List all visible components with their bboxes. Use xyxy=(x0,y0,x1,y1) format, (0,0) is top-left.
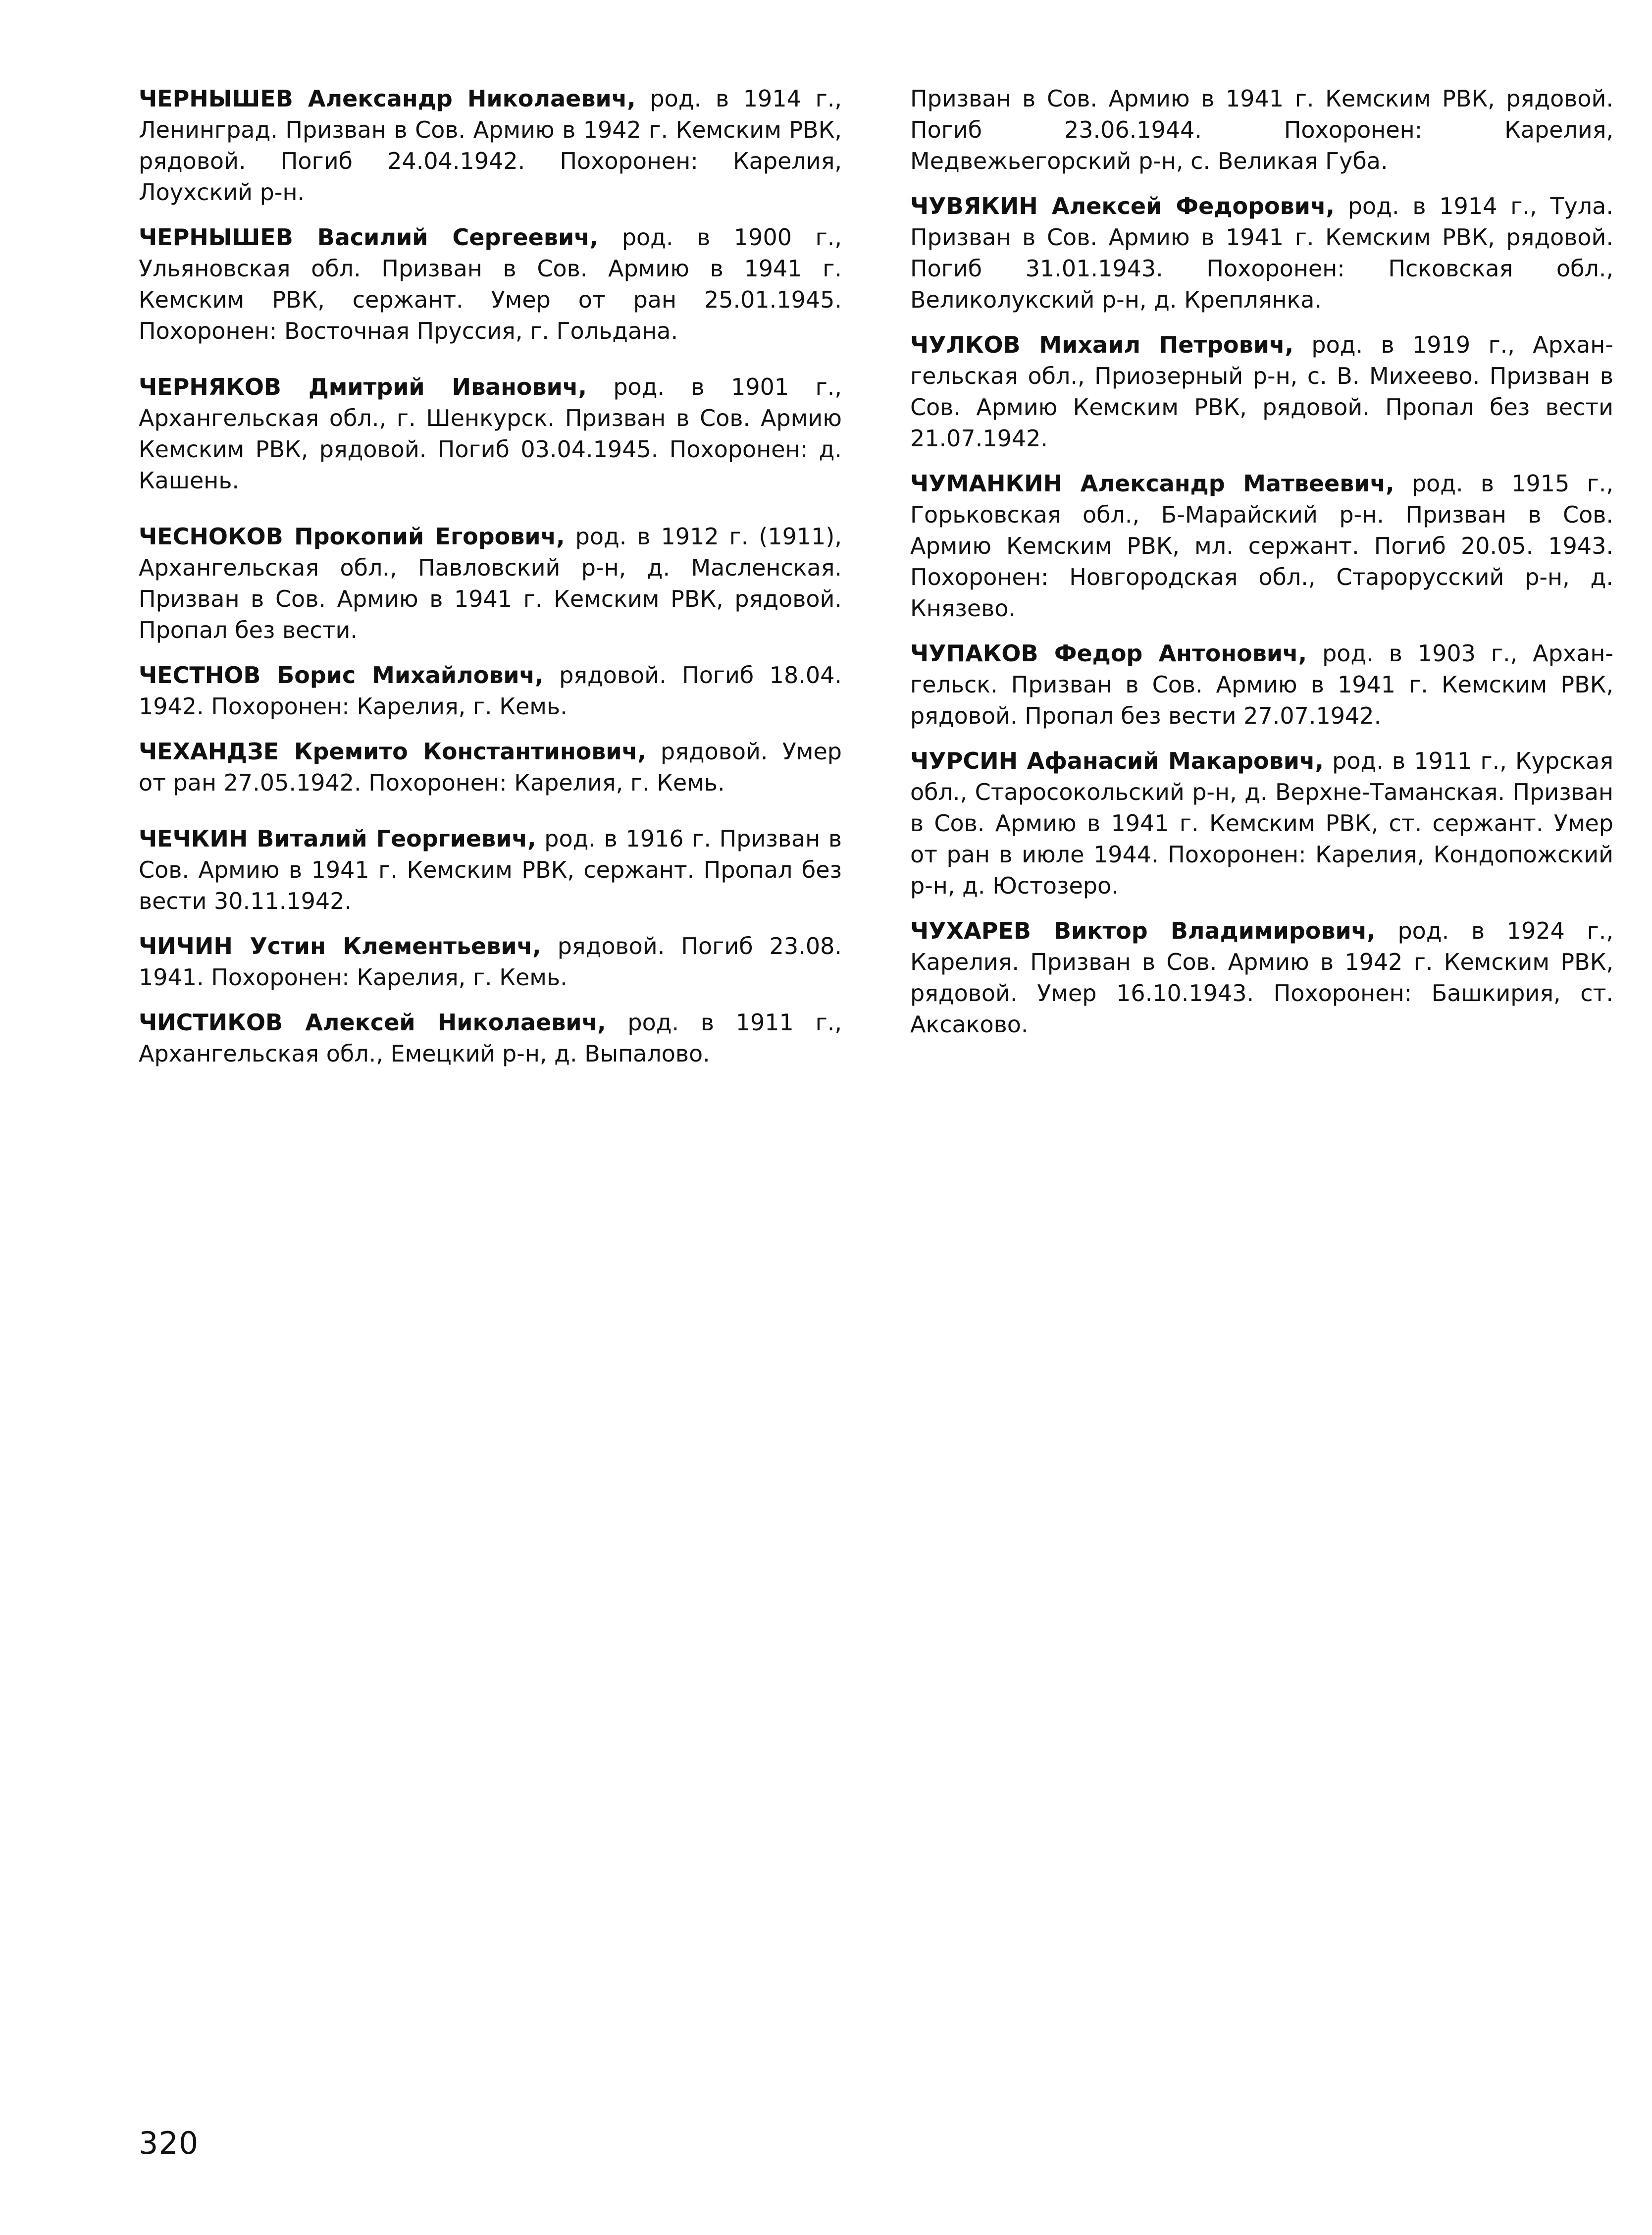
entry-chekhandze-kremito xyxy=(139,736,842,798)
entry-text: род. в 1911 г., Архангельская обл., Емецкий р-н, д. Выпалово. xyxy=(139,1009,842,1067)
entry-text: рядовой. Умер от ран 27.05.1942. Похоронен: Карелия, г. Кемь. xyxy=(139,738,842,796)
entry-name: ЧУЛКОВ Михаил Петрович, xyxy=(910,331,1294,358)
entry-chumankin-aleksandr xyxy=(910,468,1613,624)
entry-chistikov-continuation xyxy=(910,83,1613,177)
entry-name: ЧЕРНЫШЕВ Александр Николаевич, xyxy=(139,85,636,112)
entry-name: ЧУМАНКИН Александр Матвеевич, xyxy=(910,470,1394,497)
entry-text: род. в 1903 г., Архангельск. Призван в Сов. Армию в 1941 г. Кемским РВК, рядовой. Пропал без вести 27.07.1942. xyxy=(910,640,1613,729)
entry-text: род. в 1912 г. (1911), Архангельская обл., Павловский р-н, д. Масленская. Призван в Сов. Армию в 1941 г. Кемским РВК, рядовой. Пропал без вести. xyxy=(139,523,842,643)
entry-chulkov-mikhail xyxy=(910,329,1613,454)
entry-text: род. в 1919 г., Архангельская обл., Приозерный р-н, с. В. Михеево. Призван в Сов. Армию Кемским РВК, рядовой. Пропал без вести 21.07.1942. xyxy=(910,331,1613,452)
entry-chursin-afanasiy xyxy=(910,745,1613,902)
entry-text: род. в 1900 г., Ульяновская обл. Призван в Сов. Армию в 1941 г. Кемским РВК, сержант. Умер от ран 25.01.1945. Похоронен: Восточная Пруссия, г. Гольдана. xyxy=(139,224,842,344)
entry-text: Призван в Сов. Армию в 1941 г. Кемским РВК, рядовой. Погиб 23.06.1944. Похоронен: Карелия, Медвежьегорский р-н, с. Великая Губа. xyxy=(910,85,1613,174)
entry-name: ЧУХАРЕВ Виктор Владимирович, xyxy=(910,917,1376,944)
entry-chichin-ustin xyxy=(139,931,842,993)
entry-chechkin-vitaliy xyxy=(139,823,842,917)
entry-chestnov-boris xyxy=(139,660,842,722)
entry-text: род. в 1914 г., Тула. Призван в Сов. Армию в 1941 г. Кемским РВК, рядовой. Погиб 31.01.1943. Похоронен: Псковская обл., Великолукский р-н, д. Креплянка. xyxy=(910,193,1613,313)
page-number: 320 xyxy=(139,2125,199,2161)
entry-chernyshev-aleksandr xyxy=(139,83,842,208)
entry-chupakov-fedor xyxy=(910,638,1613,732)
right-column xyxy=(910,83,1613,1054)
entry-name: ЧЕРНЫШЕВ Василий Сергеевич, xyxy=(139,224,599,251)
entry-text: род. в 1924 г., Карелия. Призван в Сов. Армию в 1942 г. Кемским РВК, рядовой. Умер 16.10.1943. Похоронен: Башкирия, ст. Аксаково. xyxy=(910,917,1613,1038)
entry-name: ЧЕХАНДЗЕ Кремито Константинович, xyxy=(139,738,646,765)
entry-text: род. в 1911 г., Курская обл., Старосокольский р-н, д. Верхне-Таманская. Призван в Сов. Армию в 1941 г. Кемским РВК, ст. сержант. Умер от ран в июле 1944. Похоронен: Карелия, Кондопожский р-н, д. Юстозеро. xyxy=(910,747,1614,899)
entry-chuvyakin-aleksey xyxy=(910,191,1613,316)
entry-text: род. в 1901 г., Архангельская обл., г. Шенкурск. Призван в Сов. Армию Кемским РВК, рядовой. Погиб 03.04.1945. Похоронен: д. Кашень. xyxy=(139,373,842,494)
entry-text: род. в 1914 г., Ленинград. Призван в Сов. Армию в 1942 г. Кемским РВК, рядовой. Погиб 24.04.1942. Похоронен: Карелия, Лоухский р-н. xyxy=(139,85,842,206)
entry-text: рядовой. Погиб 18.04. 1942. Похоронен: Карелия, г. Кемь. xyxy=(139,662,842,720)
entry-name: ЧУВЯКИН Алексей Федорович, xyxy=(910,193,1335,219)
entry-name: ЧИЧИН Устин Клементьевич, xyxy=(139,933,541,959)
entry-name: ЧЕЧКИН Виталий Георгиевич, xyxy=(139,825,536,852)
entry-chukharev-viktor xyxy=(910,915,1613,1040)
entry-name: ЧУРСИН Афанасий Макарович, xyxy=(910,747,1324,774)
entry-text: род. в 1915 г., Горьковская обл., Б-Марайский р-н. Призван в Сов. Армию Кемским РВК, мл. сержант. Погиб 20.05. 1943. Похоронен: Новгородская обл., Старорусский р-н, д. Князево. xyxy=(910,470,1613,622)
entry-text: род. в 1916 г. Призван в Сов. Армию в 1941 г. Кемским РВК, сержант. Пропал без вести 30.11.1942. xyxy=(139,825,842,914)
entry-chesnokov-prokopiy xyxy=(139,521,842,646)
entry-chernyakov-dmitriy xyxy=(139,372,842,496)
entry-name: ЧУПАКОВ Федор Антонович, xyxy=(910,640,1307,667)
entry-name: ЧЕРНЯКОВ Дмитрий Иванович, xyxy=(139,373,587,400)
entry-chernyshev-vasiliy xyxy=(139,222,842,347)
left-column xyxy=(139,83,842,1083)
entry-text: рядовой. Погиб 23.08. 1941. Похоронен: Карелия, г. Кемь. xyxy=(139,933,842,991)
entry-name: ЧЕСНОКОВ Прокопий Егорович, xyxy=(139,523,565,550)
entry-name: ЧИСТИКОВ Алексей Николаевич, xyxy=(139,1009,606,1036)
entry-name: ЧЕСТНОВ Борис Михайлович, xyxy=(139,662,544,689)
entry-chistikov-aleksey xyxy=(139,1007,842,1069)
